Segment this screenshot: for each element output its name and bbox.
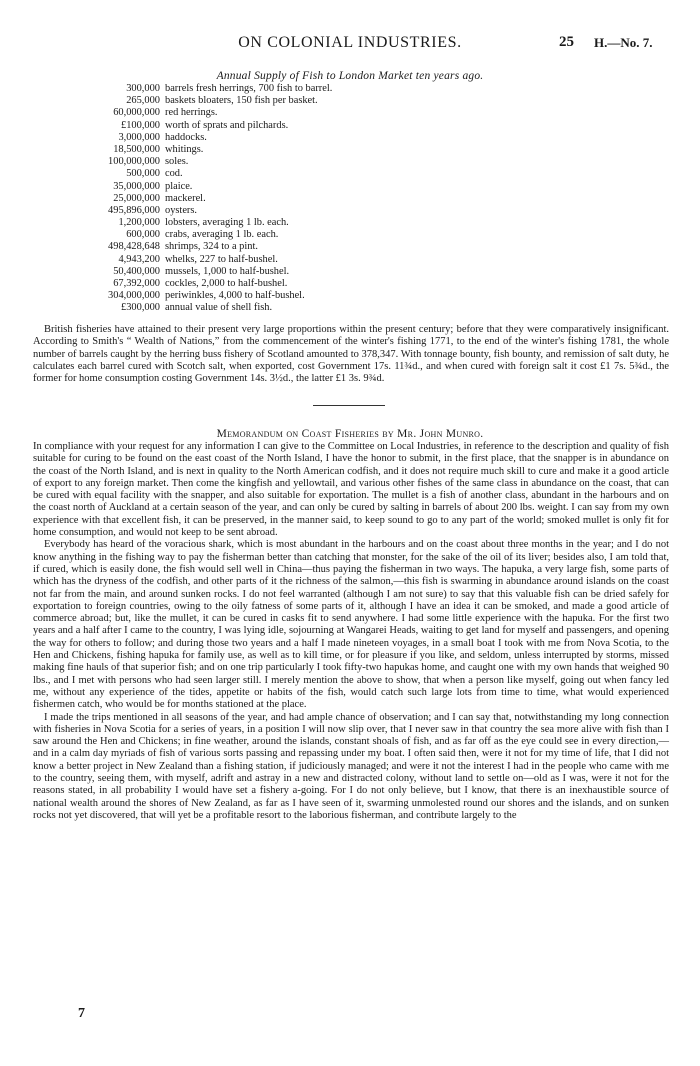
fish-quantity: 50,400,000 [113, 265, 160, 277]
fish-supply-row [40, 241, 660, 253]
fish-quantity: 60,000,000 [113, 107, 160, 119]
fish-supply-row [40, 144, 660, 156]
fish-description: soles. [165, 156, 189, 168]
memorandum-paragraph-2: Everybody has heard of the voracious shark, which is most abundant in the harbours and on the coast about three months in the year; and I do not know anything in the fishing way to pay the fisherman better than catching that monster, for the sake of the oil of its liver; besides also, I am told that, if cured, which is easily done, the fish would sell well in China—thus paying the fisherman in two ways. The hapuka, a very large fish, some parts of which has the dryness of the codfish, and other parts of it the richness of the salmon,—this fish is swarming in abundance around islands on the coast not far from the main, and around sunken rocks. I do not feel warranted (although I am not sure) to say that this valuable fish can be dried safely for exportation to foreign countries, owing to the oily fatness of some parts of it, although I have an idea it can be smoked, and made a good article of commerce abroad; but, like the mullet, it can be cured in casks fit to send anywhere. I had some little experience with the hapuka. For the first two years and a half after I came to the country, I was lying idle, sojourning at Wangarei Heads, waiting to get land for myself and passengers, and opening the way for others to follow; and during those two years and a half I made nineteen voyages, in a small boat I took with me from Nova Scotia, to the Hen and Chickens, fishing hapuka for family use, as well as to kill time, or for pleasure if you like, and seldom, unless interrupted by storms, missed making fine hauls of that superior fish; and on one trip particularly I took fifty-two hapukas home, and caught one with my own hands that weighed 90 lbs., and I met with persons who had seen larger still. I merely mention the above to show, that when a person like myself, going out when fancy led me, without any experience of the tides, appetite or habits of the fish, would catch such large lots from time to time, what would experienced fishermen catch, who would be for months stationed at the place. [33, 539, 669, 711]
british-fisheries-section [33, 324, 669, 385]
fish-description: mussels, 1,000 to half-bushel. [165, 265, 290, 277]
fish-description: cockles, 2,000 to half-bushel. [165, 278, 288, 289]
fish-quantity: 498,428,648 [108, 241, 160, 253]
fish-description: barrels fresh herrings, 700 fish to barrel. [165, 83, 333, 94]
fish-supply-row [40, 290, 660, 302]
fish-quantity: 600,000 [126, 229, 160, 241]
fish-supply-row [40, 254, 660, 266]
fish-supply-row [40, 266, 660, 278]
page-header [0, 34, 700, 54]
fish-supply-row [40, 95, 660, 107]
fish-quantity: 67,392,000 [113, 278, 160, 289]
fish-supply-row [40, 229, 660, 241]
fish-description: red herrings. [165, 107, 218, 119]
fish-supply-title: Annual Supply of Fish to London Market ten years ago. [216, 70, 484, 82]
fish-quantity: 35,000,000 [113, 180, 160, 192]
fish-quantity: 265,000 [126, 95, 160, 107]
fish-quantity: 495,896,000 [108, 204, 160, 216]
fish-quantity: 4,943,200 [118, 253, 160, 265]
fish-quantity: 100,000,000 [108, 156, 160, 168]
fish-quantity: £300,000 [121, 302, 160, 314]
memorandum-title: Memorandum on Coast Fisheries by Mr. John Munro. [216, 428, 484, 440]
fish-quantity: 3,000,000 [118, 131, 160, 143]
memorandum-body [33, 441, 669, 822]
fish-quantity: 304,000,000 [108, 290, 160, 302]
fish-supply-table [40, 83, 660, 315]
fish-supply-row [40, 168, 660, 180]
section-divider [313, 405, 385, 406]
fish-quantity: 18,500,000 [113, 143, 160, 155]
fish-supply-row [40, 156, 660, 168]
fish-quantity: 1,200,000 [118, 217, 160, 229]
fish-supply-row [40, 278, 660, 290]
fish-description: oysters. [165, 204, 198, 216]
fish-description: whitings. [165, 143, 204, 155]
fish-description: haddocks. [165, 131, 207, 143]
page-number: 25 [559, 34, 574, 50]
fish-quantity: 500,000 [126, 168, 160, 180]
fish-description: whelks, 227 to half-bushel. [165, 253, 278, 265]
fish-description: baskets bloaters, 150 fish per basket. [165, 95, 318, 107]
signature-mark: 7 [78, 1006, 85, 1021]
fish-supply-row [40, 193, 660, 205]
memorandum-paragraph-3: I made the trips mentioned in all seasons of the year, and had ample chance of observation; and I can say that, notwithstanding my long connection with fisheries in Nova Scotia for a series of years, in a position I will now slip over, that I never saw in that country the sea more alive with fish than I saw around the Hen and Chickens; in fine weather, around the islands, constant shoals of fish, and as far off as the eye could see in every direction,—and in a calm day myriads of fish of various sorts passing and repassing under my boat. I often said then, were it not for my time of life, that I did not know a better project in New Zealand than a fishing station, if judiciously managed; and were it not the interest I had in the people who came with me to the country, seeing them, with myself, adrift and astray in a new and distracted colony, without land to settle on—old as I was, were it not for the reasons stated, in all probability I would have set a fishery a-going. For I do not only believe, but I know, that there is an inexhaustible source of national wealth around the shores of New Zealand, as far as I have seen of it, swarming unmolested round our shores and the islands, and on sunken rocks not yet discovered, that will yet be a profitable resort to the laborious fisherman, and contribute largely to the [33, 711, 669, 821]
fish-description: plaice. [165, 180, 193, 192]
fish-supply-row [40, 120, 660, 132]
fish-description: periwinkles, 4,000 to half-bushel. [165, 290, 305, 302]
fish-supply-row [40, 205, 660, 217]
fish-description: cod. [165, 168, 183, 180]
fish-supply-row [40, 181, 660, 193]
fish-description: mackerel. [165, 192, 206, 204]
fish-supply-row [40, 83, 660, 95]
page-title: ON COLONIAL INDUSTRIES. [238, 34, 462, 51]
fish-quantity: 300,000 [126, 83, 160, 94]
fish-quantity: 25,000,000 [113, 192, 160, 204]
fish-description: worth of sprats and pilchards. [165, 119, 289, 131]
fish-description: shrimps, 324 to a pint. [165, 241, 258, 253]
fish-quantity: £100,000 [121, 119, 160, 131]
fish-supply-row [40, 302, 660, 314]
fish-description: lobsters, averaging 1 lb. each. [165, 217, 289, 229]
fish-supply-row [40, 217, 660, 229]
fish-supply-row [40, 132, 660, 144]
memorandum-paragraph-1: In compliance with your request for any information I can give to the Committee on Local Industries, in reference to the description and quality of fish suitable for curing to be found on the east coast of the North Island, I have the honor to submit, in the first place, that the snapper is in abundance on the coast of the North Island, and is next in quality to the North American codfish, and it does not require much skill to cure and make it a good article of export to any foreign market. Then come the kingfish and yellowtail, and various other fishes of the same class in abundance on the coast, that can be cured with equal facility with the snapper, and also suitable for exportation. The mullet is a fish of another class, abundant in the harbours and on the coast north of Auckland at a certain season of the year, and can only be cured by salting in barrels of about 200 lbs. weight. I can say from my own experience with that excellent fish, it can be preserved, in the manner said, to keep sound to go to any part of the world; smoked mullet is only fit for home consumption, and would not keep to be sent abroad. [33, 441, 669, 539]
fish-supply-row [40, 107, 660, 119]
fish-description: crabs, averaging 1 lb. each. [165, 229, 279, 241]
document-reference: H.—No. 7. [594, 35, 653, 50]
british-fisheries-paragraph: British fisheries have attained to their present very large proportions within the present century; before that they were comparatively insignificant. According to Smith's “ Wealth of Nations,” from the commencement of the winter's fishing 1771, to the end of the winter's fishing 1781, the whole number of barrels caught by the herring buss fishery of Scotland amounted to 378,347. With tonnage bounty, fish bounty, and remission of salt duty, he calculates each barrel cured with Scotch salt, when exported, cost Government 17s. 11¾d., and when cured with foreign salt it cost £1 7s. 5¾d., the former for home consumption costing Government 14s. 3½d., the latter £1 3s. 9¾d. [33, 324, 669, 385]
fish-description: annual value of shell fish. [165, 302, 273, 314]
